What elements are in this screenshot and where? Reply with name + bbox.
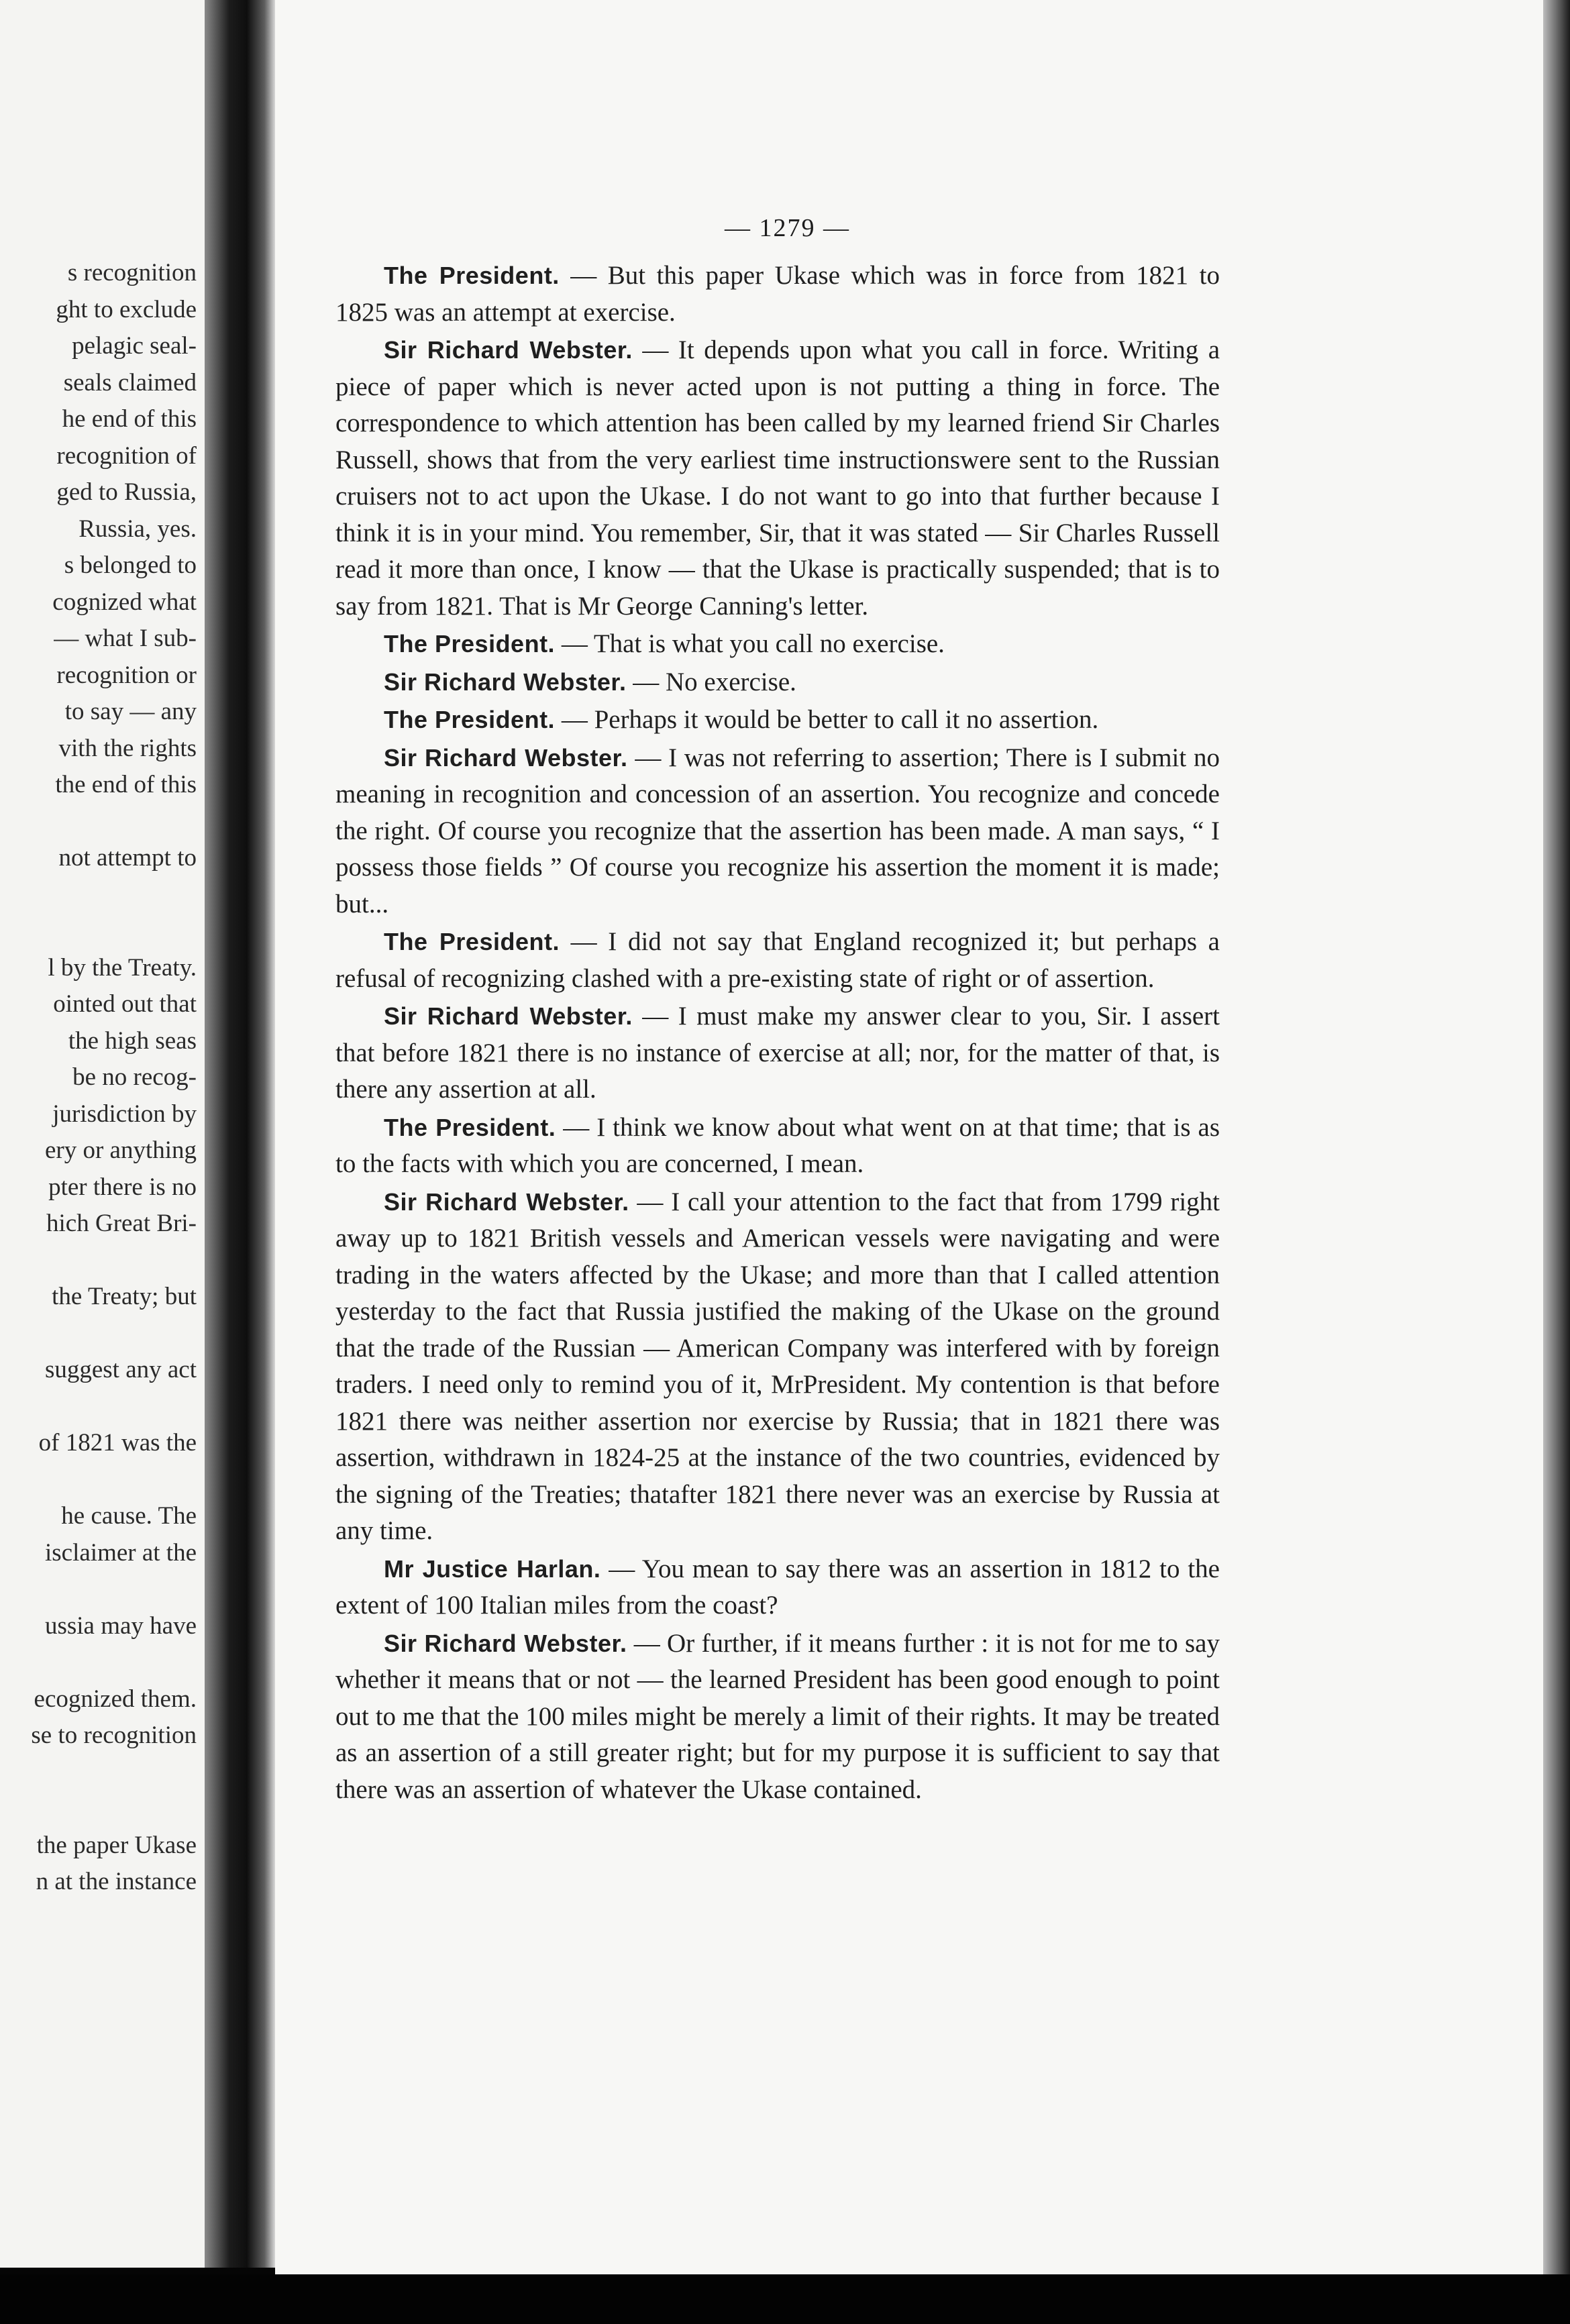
speech-text: — I must make my answer clear to you, Sir. I assert that before 1821 there is no instance of exercise at all; nor, for the matter of that, is there any assertion at all. [335, 1002, 1220, 1104]
left-page-line [0, 1243, 197, 1279]
left-page-line: Russia, yes. [78, 515, 197, 543]
left-page-line: he end of this [62, 405, 197, 433]
book-gutter [205, 0, 275, 2268]
dialogue-paragraph [335, 1110, 1220, 1183]
speech-text: — I call your attention to the fact that from 1799 right away up to 1821 British vessels and American vessels were navigating and were trading in the waters affected by the Ukase; and more than that I called attention yesterday to the fact that Russia justified the making of the Ukase on the ground that the trade of the Russian — American Company was interfered with by foreign traders. I need only to remind you of it, MrPresident. My contention is that before 1821 there was neither assertion nor exercise by Russia; that in 1821 there was assertion, withdrawn in 1824-25 at the instance of the two countries, evidenced by the signing of the Treaties; thatafter 1821 there never was an exercise by Russia at any time. [335, 1187, 1220, 1545]
speech-text: — You mean to say there was an assertion in 1812 to the extent of 100 Italian miles from the coast? [335, 1554, 1220, 1620]
speaker-name: Sir Richard Webster. [384, 336, 633, 364]
left-page-line: ged to Russia, [56, 478, 197, 506]
left-page-line: ecognized them. [34, 1685, 197, 1713]
left-page-line: pter there is no [48, 1173, 197, 1201]
left-page-line: vith the rights [58, 734, 197, 762]
left-page-line [0, 1389, 197, 1426]
speaker-name: The President. [384, 928, 560, 955]
left-page-line: the high seas [68, 1026, 197, 1055]
left-page-line: recognition of [56, 441, 197, 470]
left-page-line: hich Great Bri- [46, 1210, 197, 1237]
left-page-line: jurisdiction by [52, 1100, 197, 1128]
speaker-name: The President. [384, 1113, 556, 1141]
left-page-line: suggest any act [44, 1356, 197, 1383]
left-page-line: pelagic seal- [72, 332, 197, 360]
left-page-line [0, 1791, 197, 1828]
left-page-line [0, 804, 197, 841]
left-page-line: cognized what [52, 588, 197, 616]
left-page-line: to say — any [64, 698, 197, 725]
speaker-name: Sir Richard Webster. [384, 668, 627, 696]
dialogue-paragraph [335, 626, 1220, 663]
left-page [0, 0, 205, 2268]
left-page-line [0, 1316, 197, 1353]
dialogue-paragraph [335, 258, 1220, 331]
left-page-line: s belonged to [64, 551, 197, 579]
left-page-line: ght to exclude [56, 295, 197, 323]
speaker-name: Sir Richard Webster. [384, 743, 628, 772]
left-page-line: the paper Ukase [36, 1831, 197, 1859]
speaker-name: The President. [384, 630, 556, 657]
speaker-name: Sir Richard Webster. [384, 1002, 633, 1030]
left-page-line [0, 1571, 197, 1608]
right-page-edge [1543, 0, 1570, 2324]
left-page-line: se to recognition [31, 1722, 197, 1749]
speech-text: — Perhaps it would be better to call it no assertion. [555, 705, 1099, 734]
left-page-text [0, 255, 197, 1901]
left-page-line [0, 1754, 197, 1791]
left-page-line: the Treaty; but [52, 1283, 197, 1310]
dialogue-paragraph [335, 1626, 1220, 1809]
speech-text: — It depends upon what you call in force. Writing a piece of paper which is never acted upon is not putting a thing in force. The correspondence to which attention has been called by my learned friend Sir Charles Russell, shows that from the very earliest time instructionswere sent to the Russian cruisers not to act upon the Ukase. I do not want to go into that further because I think it is in your mind. You remember, Sir, that it was stated — Sir Charles Russell read it more than once, I know — that the Ukase is practically suspended; that is to say from 1821. That is Mr George Canning's letter. [335, 335, 1220, 621]
left-page-line [0, 1644, 197, 1681]
left-page-line: of 1821 was the [38, 1429, 197, 1457]
left-page-line: ussia may have [44, 1612, 197, 1640]
left-page-line: — what I sub- [54, 625, 197, 652]
left-page-line: s recognition [67, 259, 197, 286]
dialogue-paragraph [335, 1184, 1220, 1550]
dialogue-paragraph [335, 1551, 1220, 1624]
dialogue-paragraph [335, 924, 1220, 997]
left-page-line: ointed out that [53, 990, 197, 1018]
dialogue-paragraph [335, 702, 1220, 739]
left-page-line: not attempt to [58, 844, 197, 872]
dialogue-paragraph [335, 332, 1220, 625]
left-page-line [0, 1462, 197, 1499]
speech-text: — I was not referring to assertion; There is I submit no meaning in recognition and concession of an assertion. You recognize and concede the right. Of course you recognize that the assertion has been made. A man says, “ I possess those fields ” Of course you recognize his assertion the moment it is made; but... [335, 743, 1220, 918]
left-page-line: be no recog- [72, 1063, 197, 1091]
left-page-line: recognition or [56, 661, 197, 689]
left-page-line: he cause. The [61, 1502, 197, 1530]
left-page-line: seals claimed [63, 368, 197, 397]
dialogue-paragraph [335, 998, 1220, 1108]
speech-text: — I did not say that England recognized it; but perhaps a refusal of recognizing clashed with a pre-existing state of right or of assertion. [335, 927, 1220, 993]
speaker-name: Sir Richard Webster. [384, 1187, 629, 1216]
left-page-line: n at the instance [36, 1868, 197, 1895]
speaker-name: The President. [384, 706, 556, 733]
left-page-line [0, 913, 197, 950]
speaker-name: Mr Justice Harlan. [384, 1554, 601, 1583]
left-page-line: ery or anything [44, 1137, 197, 1164]
left-page-line: the end of this [55, 771, 197, 798]
speaker-name: Sir Richard Webster. [384, 1629, 627, 1657]
speech-text: — Or further, if it means further : it is not for me to say whether it means that or not — the learned President has been good enough to point out to me that the 100 miles might be merely a limit of their rights. It may be treated as an assertion of a still greater right; but for my purpose it is sufficient to say that there was an assertion of whatever the Ukase contained. [335, 1628, 1220, 1804]
transcript-body [335, 258, 1220, 1808]
speaker-name: The President. [384, 262, 560, 289]
speech-text: — I think we know about what went on at that time; that is as to the facts with which you are concerned, I mean. [335, 1112, 1220, 1178]
speech-text: — No exercise. [626, 667, 796, 696]
dialogue-paragraph [335, 740, 1220, 923]
speech-text: — But this paper Ukase which was in force from 1821 to 1825 was an attempt at exercise. [335, 261, 1220, 327]
page-number: — 1279 — [725, 214, 850, 242]
left-page-line: l by the Treaty. [48, 953, 197, 982]
dialogue-paragraph [335, 664, 1220, 701]
left-page-line: isclaimer at the [44, 1538, 197, 1567]
speech-text: — That is what you call no exercise. [555, 629, 945, 658]
left-page-line [0, 877, 197, 914]
scan-border [0, 2274, 1570, 2324]
